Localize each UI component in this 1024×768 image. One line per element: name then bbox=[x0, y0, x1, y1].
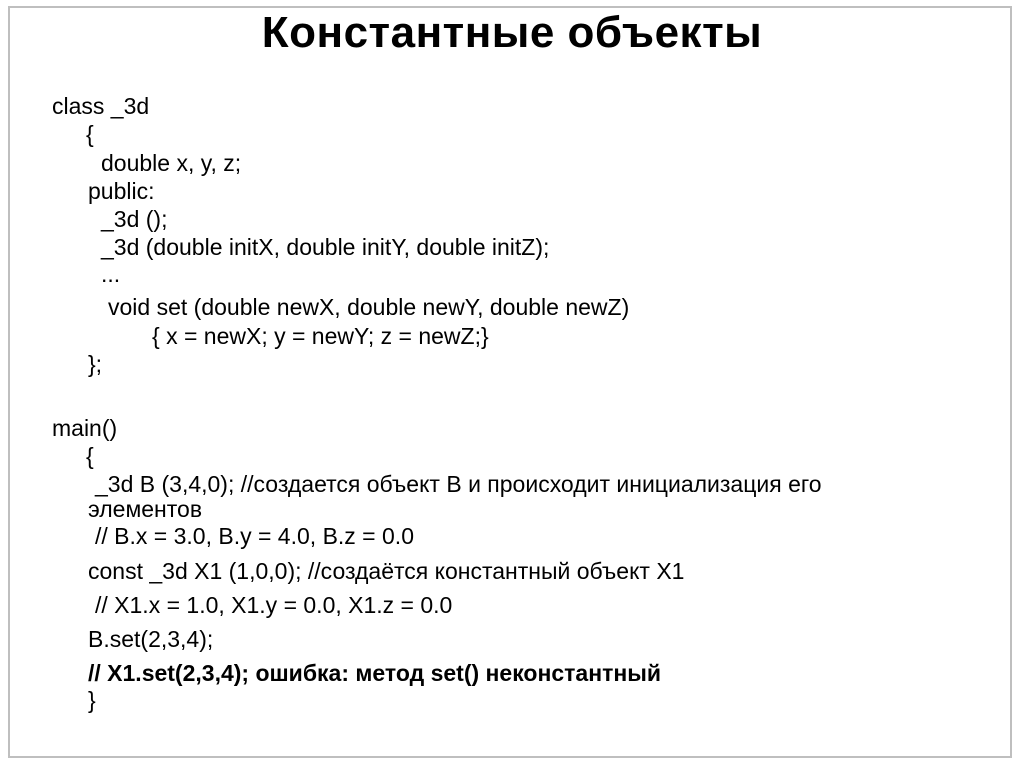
code-line-class: class _3d bbox=[52, 93, 150, 119]
code-line-create-b: _3d B (3,4,0); //создается объект B и происходит инициализация его bbox=[95, 471, 822, 497]
slide-title: Константные объекты bbox=[261, 8, 763, 57]
code-line-class-close-brace: }; bbox=[88, 351, 103, 377]
code-line-ellipsis: ... bbox=[101, 261, 121, 287]
code-line-set-body: { x = newX; y = newY; z = newZ;} bbox=[152, 323, 489, 349]
code-line-x1-error: // X1.set(2,3,4); ошибка: метод set() неконстантный bbox=[88, 660, 662, 686]
code-line-const-x1: const _3d X1 (1,0,0); //создаётся константный объект X1 bbox=[88, 558, 685, 584]
code-line-ctor-default: _3d (); bbox=[101, 206, 168, 232]
code-line-main-open-brace: { bbox=[86, 443, 94, 469]
code-line-create-b-cont: элементов bbox=[88, 496, 203, 522]
code-line-main: main() bbox=[52, 415, 118, 441]
code-line-fields: double x, y, z; bbox=[101, 150, 242, 176]
code-line-b-comment: // B.x = 3.0, B.y = 4.0, B.z = 0.0 bbox=[95, 523, 414, 549]
code-line-b-set: B.set(2,3,4); bbox=[88, 626, 214, 652]
code-line-x1-comment: // X1.x = 1.0, X1.y = 0.0, X1.z = 0.0 bbox=[95, 592, 453, 618]
code-line-ctor-params: _3d (double initX, double initY, double initZ); bbox=[101, 234, 550, 260]
code-line-set-decl: void set (double newX, double newY, double newZ) bbox=[108, 294, 630, 320]
code-line-public: public: bbox=[88, 178, 155, 204]
code-line-class-open-brace: { bbox=[86, 121, 94, 147]
code-line-main-close-brace: } bbox=[88, 687, 96, 713]
